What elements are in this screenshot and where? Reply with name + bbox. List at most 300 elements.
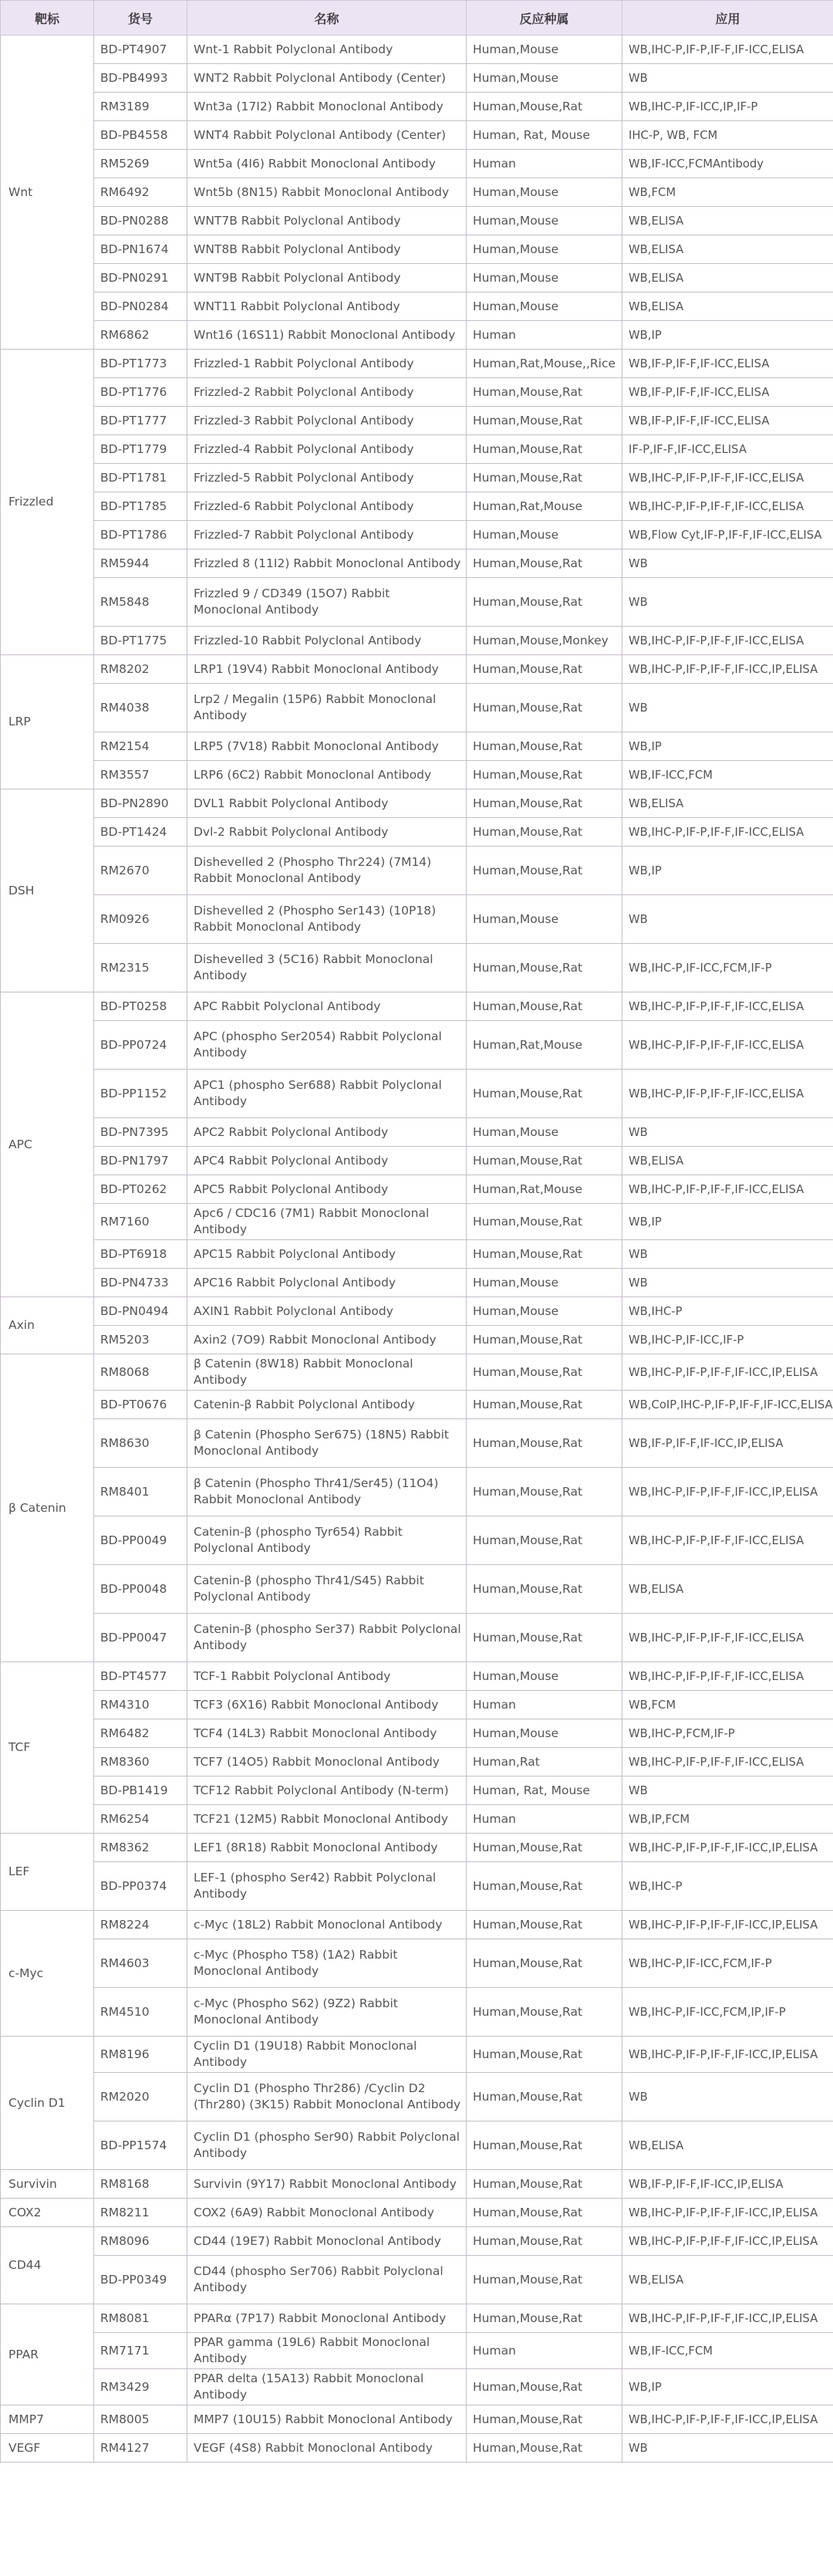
- reactivity-cell: Human,Mouse,Rat: [467, 2227, 622, 2256]
- application-cell: WB,IHC-P,IF-P,IF-F,IF-ICC,ELISA: [622, 35, 833, 64]
- application-cell: WB: [622, 2434, 833, 2463]
- application-cell: WB,IHC-P,IF-P,IF-F,IF-ICC,ELISA: [622, 464, 833, 492]
- table-row: [1, 492, 833, 521]
- table-row: [1, 1805, 833, 1834]
- product-name-cell: COX2 (6A9) Rabbit Monoclonal Antibody: [187, 2199, 467, 2227]
- product-name-cell: WNT2 Rabbit Polyclonal Antibody (Center): [187, 64, 467, 93]
- catalog-number-cell: BD-PP0047: [94, 1614, 187, 1662]
- catalog-number-cell: BD-PT1779: [94, 435, 187, 464]
- product-name-cell: LRP6 (6C2) Rabbit Monoclonal Antibody: [187, 761, 467, 789]
- catalog-number-cell: RM8168: [94, 2170, 187, 2199]
- reactivity-cell: Human,Rat,Mouse: [467, 1021, 622, 1070]
- table-row: [1, 321, 833, 350]
- catalog-number-cell: RM6482: [94, 1719, 187, 1748]
- table-row: [1, 1516, 833, 1565]
- catalog-number-cell: BD-PT0676: [94, 1391, 187, 1419]
- table-row: [1, 378, 833, 407]
- table-row: [1, 350, 833, 378]
- product-name-cell: WNT4 Rabbit Polyclonal Antibody (Center): [187, 121, 467, 150]
- catalog-number-cell: BD-PT1776: [94, 378, 187, 407]
- product-name-cell: Apc6 / CDC16 (7M1) Rabbit Monoclonal Antibody: [187, 1204, 467, 1240]
- catalog-number-cell: RM4310: [94, 1691, 187, 1719]
- reactivity-cell: Human,Mouse: [467, 235, 622, 264]
- reactivity-cell: Human,Mouse,Rat: [467, 1070, 622, 1118]
- catalog-number-cell: BD-PT0262: [94, 1175, 187, 1204]
- table-row: [1, 1240, 833, 1269]
- reactivity-cell: Human: [467, 1691, 622, 1719]
- catalog-number-cell: BD-PP1574: [94, 2121, 187, 2170]
- table-row: [1, 1326, 833, 1354]
- product-name-cell: TCF12 Rabbit Polyclonal Antibody (N-term): [187, 1776, 467, 1805]
- application-cell: WB,IHC-P: [622, 1297, 833, 1326]
- product-name-cell: LRP5 (7V18) Rabbit Monoclonal Antibody: [187, 732, 467, 761]
- product-name-cell: Frizzled-3 Rabbit Polyclonal Antibody: [187, 407, 467, 435]
- reactivity-cell: Human,Mouse,Rat: [467, 2304, 622, 2333]
- reactivity-cell: Human,Mouse,Rat: [467, 1204, 622, 1240]
- target-cell: Frizzled: [1, 350, 94, 655]
- reactivity-cell: Human,Mouse,Rat: [467, 1911, 622, 1939]
- product-name-cell: Catenin-β (phospho Ser37) Rabbit Polyclonal Antibody: [187, 1614, 467, 1662]
- table-row: [1, 732, 833, 761]
- catalog-number-cell: BD-PN0291: [94, 264, 187, 292]
- reactivity-cell: Human,Mouse: [467, 207, 622, 235]
- catalog-number-cell: BD-PP1152: [94, 1070, 187, 1118]
- application-cell: WB,IF-P,IF-F,IF-ICC,IP,ELISA: [622, 2170, 833, 2199]
- application-cell: WB,IHC-P,IF-P,IF-F,IF-ICC,ELISA: [622, 992, 833, 1021]
- product-name-cell: APC15 Rabbit Polyclonal Antibody: [187, 1240, 467, 1269]
- application-cell: WB,ELISA: [622, 1147, 833, 1175]
- reactivity-cell: Human,Mouse,Rat: [467, 655, 622, 684]
- reactivity-cell: Human: [467, 321, 622, 350]
- reactivity-cell: Human,Mouse,Rat: [467, 847, 622, 895]
- catalog-number-cell: RM3557: [94, 761, 187, 789]
- reactivity-cell: Human,Mouse,Rat: [467, 1939, 622, 1988]
- product-name-cell: TCF-1 Rabbit Polyclonal Antibody: [187, 1662, 467, 1691]
- application-cell: WB,IP: [622, 1204, 833, 1240]
- table-row: [1, 2121, 833, 2170]
- table-row: [1, 521, 833, 549]
- table-row: [1, 1614, 833, 1662]
- catalog-number-cell: BD-PN4733: [94, 1269, 187, 1297]
- product-name-cell: Frizzled-1 Rabbit Polyclonal Antibody: [187, 350, 467, 378]
- product-name-cell: Frizzled 8 (11I2) Rabbit Monoclonal Antibody: [187, 549, 467, 578]
- catalog-number-cell: BD-PN7395: [94, 1118, 187, 1147]
- table-row: [1, 1988, 833, 2037]
- product-name-cell: APC5 Rabbit Polyclonal Antibody: [187, 1175, 467, 1204]
- target-cell: c-Myc: [1, 1911, 94, 2037]
- reactivity-cell: Human,Mouse,Rat: [467, 1147, 622, 1175]
- target-cell: LRP: [1, 655, 94, 789]
- catalog-number-cell: BD-PP0724: [94, 1021, 187, 1070]
- catalog-number-cell: RM3429: [94, 2369, 187, 2405]
- catalog-number-cell: BD-PN1674: [94, 235, 187, 264]
- reactivity-cell: Human,Mouse,Rat: [467, 1834, 622, 1862]
- product-name-cell: APC (phospho Ser2054) Rabbit Polyclonal Antibody: [187, 1021, 467, 1070]
- application-cell: WB,IHC-P,IF-P,IF-F,IF-ICC,ELISA: [622, 1748, 833, 1776]
- catalog-number-cell: RM8211: [94, 2199, 187, 2227]
- reactivity-cell: Human,Mouse,Rat: [467, 1988, 622, 2037]
- reactivity-cell: Human,Mouse: [467, 178, 622, 207]
- product-name-cell: LEF-1 (phospho Ser42) Rabbit Polyclonal Antibody: [187, 1862, 467, 1911]
- application-cell: WB,CoIP,IHC-P,IF-P,IF-F,IF-ICC,ELISA: [622, 1391, 833, 1419]
- reactivity-cell: Human,Mouse,Rat: [467, 789, 622, 818]
- reactivity-cell: Human,Mouse,Rat: [467, 2434, 622, 2463]
- target-cell: APC: [1, 992, 94, 1297]
- catalog-number-cell: RM4603: [94, 1939, 187, 1988]
- application-cell: WB,IF-ICC,FCM: [622, 761, 833, 789]
- catalog-number-cell: BD-PT1781: [94, 464, 187, 492]
- product-name-cell: Dvl-2 Rabbit Polyclonal Antibody: [187, 818, 467, 847]
- table-row: [1, 549, 833, 578]
- table-row: [1, 407, 833, 435]
- catalog-number-cell: BD-PP0049: [94, 1516, 187, 1565]
- catalog-number-cell: RM8196: [94, 2037, 187, 2073]
- reactivity-cell: Human,Mouse,Rat: [467, 1419, 622, 1468]
- product-name-cell: Lrp2 / Megalin (15P6) Rabbit Monoclonal Antibody: [187, 684, 467, 732]
- target-cell: TCF: [1, 1662, 94, 1834]
- application-cell: WB,IF-P,IF-F,IF-ICC,ELISA: [622, 350, 833, 378]
- application-cell: WB,IHC-P,IF-P,IF-F,IF-ICC,IP,ELISA: [622, 1354, 833, 1391]
- product-name-cell: Wnt5a (4I6) Rabbit Monoclonal Antibody: [187, 150, 467, 178]
- application-cell: WB,IHC-P,IF-ICC,IP,IF-P: [622, 93, 833, 121]
- table-row: [1, 1911, 833, 1939]
- application-cell: WB: [622, 1269, 833, 1297]
- catalog-number-cell: RM4038: [94, 684, 187, 732]
- table-row: [1, 150, 833, 178]
- table-row: [1, 2405, 833, 2434]
- product-name-cell: Dishevelled 2 (Phospho Ser143) (10P18) Rabbit Monoclonal Antibody: [187, 895, 467, 944]
- catalog-number-cell: RM5203: [94, 1326, 187, 1354]
- product-name-cell: Frizzled-4 Rabbit Polyclonal Antibody: [187, 435, 467, 464]
- reactivity-cell: Human,Rat,Mouse: [467, 1175, 622, 1204]
- target-cell: VEGF: [1, 2434, 94, 2463]
- application-cell: WB,IHC-P,IF-P,IF-F,IF-ICC,IP,ELISA: [622, 1911, 833, 1939]
- table-body: [1, 35, 833, 2463]
- catalog-number-cell: BD-PT1777: [94, 407, 187, 435]
- table-row: [1, 235, 833, 264]
- application-cell: WB,IF-P,IF-F,IF-ICC,IP,ELISA: [622, 1419, 833, 1468]
- reactivity-cell: Human,Mouse,Rat: [467, 2037, 622, 2073]
- catalog-number-cell: BD-PT4577: [94, 1662, 187, 1691]
- table-row: [1, 2434, 833, 2463]
- catalog-number-cell: RM4510: [94, 1988, 187, 2037]
- table-row: [1, 1776, 833, 1805]
- catalog-number-cell: RM5848: [94, 578, 187, 627]
- target-cell: Cyclin D1: [1, 2037, 94, 2170]
- product-name-cell: β Catenin (8W18) Rabbit Monoclonal Antibody: [187, 1354, 467, 1391]
- product-name-cell: TCF4 (14L3) Rabbit Monoclonal Antibody: [187, 1719, 467, 1748]
- header-reactivity: 反应种属: [467, 1, 622, 35]
- target-cell: Survivin: [1, 2170, 94, 2199]
- application-cell: WB,IP,FCM: [622, 1805, 833, 1834]
- product-name-cell: Frizzled-6 Rabbit Polyclonal Antibody: [187, 492, 467, 521]
- product-name-cell: Dishevelled 3 (5C16) Rabbit Monoclonal Antibody: [187, 944, 467, 992]
- reactivity-cell: Human,Mouse,Rat: [467, 1354, 622, 1391]
- table-row: [1, 578, 833, 627]
- reactivity-cell: Human,Mouse,Rat: [467, 549, 622, 578]
- catalog-number-cell: BD-PB4558: [94, 121, 187, 150]
- application-cell: WB,IHC-P,IF-ICC,FCM,IF-P: [622, 944, 833, 992]
- table-row: [1, 264, 833, 292]
- header-application: 应用: [622, 1, 833, 35]
- application-cell: WB,ELISA: [622, 292, 833, 321]
- application-cell: WB,IHC-P,IF-P,IF-F,IF-ICC,IP,ELISA: [622, 2037, 833, 2073]
- product-name-cell: DVL1 Rabbit Polyclonal Antibody: [187, 789, 467, 818]
- application-cell: WB,IP: [622, 2369, 833, 2405]
- reactivity-cell: Human, Rat, Mouse: [467, 121, 622, 150]
- application-cell: WB,IF-ICC,FCMAntibody: [622, 150, 833, 178]
- reactivity-cell: Human,Mouse,Rat: [467, 2121, 622, 2170]
- application-cell: WB,IP: [622, 732, 833, 761]
- table-row: [1, 64, 833, 93]
- reactivity-cell: Human,Mouse,Rat: [467, 818, 622, 847]
- table-row: [1, 1297, 833, 1326]
- product-name-cell: AXIN1 Rabbit Polyclonal Antibody: [187, 1297, 467, 1326]
- reactivity-cell: Human: [467, 1805, 622, 1834]
- reactivity-cell: Human,Mouse,Rat: [467, 1565, 622, 1614]
- product-name-cell: Dishevelled 2 (Phospho Thr224) (7M14) Rabbit Monoclonal Antibody: [187, 847, 467, 895]
- target-cell: CD44: [1, 2227, 94, 2304]
- catalog-number-cell: BD-PT4907: [94, 35, 187, 64]
- product-name-cell: Wnt5b (8N15) Rabbit Monoclonal Antibody: [187, 178, 467, 207]
- target-cell: Axin: [1, 1297, 94, 1354]
- header-target: 靶标: [1, 1, 94, 35]
- application-cell: WB,ELISA: [622, 789, 833, 818]
- reactivity-cell: Human: [467, 150, 622, 178]
- reactivity-cell: Human,Mouse,Rat: [467, 578, 622, 627]
- reactivity-cell: Human,Rat: [467, 1748, 622, 1776]
- catalog-number-cell: RM0926: [94, 895, 187, 944]
- reactivity-cell: Human,Mouse,Rat: [467, 93, 622, 121]
- reactivity-cell: Human,Mouse: [467, 895, 622, 944]
- product-name-cell: CD44 (19E7) Rabbit Monoclonal Antibody: [187, 2227, 467, 2256]
- table-row: [1, 1021, 833, 1070]
- application-cell: WB,IHC-P,IF-P,IF-F,IF-ICC,IP,ELISA: [622, 2199, 833, 2227]
- product-name-cell: WNT11 Rabbit Polyclonal Antibody: [187, 292, 467, 321]
- catalog-number-cell: RM6254: [94, 1805, 187, 1834]
- catalog-number-cell: RM8224: [94, 1911, 187, 1939]
- reactivity-cell: Human,Mouse,Rat: [467, 407, 622, 435]
- header-name: 名称: [187, 1, 467, 35]
- application-cell: WB,IHC-P,IF-P,IF-F,IF-ICC,ELISA: [622, 1662, 833, 1691]
- catalog-number-cell: RM8068: [94, 1354, 187, 1391]
- product-name-cell: WNT9B Rabbit Polyclonal Antibody: [187, 264, 467, 292]
- product-name-cell: β Catenin (Phospho Ser675) (18N5) Rabbit Monoclonal Antibody: [187, 1419, 467, 1468]
- catalog-number-cell: BD-PT1773: [94, 350, 187, 378]
- application-cell: WB,IHC-P,IF-P,IF-F,IF-ICC,IP,ELISA: [622, 655, 833, 684]
- catalog-number-cell: RM8096: [94, 2227, 187, 2256]
- reactivity-cell: Human,Mouse: [467, 264, 622, 292]
- table-row: [1, 1269, 833, 1297]
- table-row: [1, 1354, 833, 1391]
- application-cell: WB,IHC-P,IF-ICC,IF-P: [622, 1326, 833, 1354]
- table-row: [1, 207, 833, 235]
- product-name-cell: LRP1 (19V4) Rabbit Monoclonal Antibody: [187, 655, 467, 684]
- product-name-cell: PPAR gamma (19L6) Rabbit Monoclonal Antibody: [187, 2333, 467, 2369]
- product-name-cell: Wnt3a (17I2) Rabbit Monoclonal Antibody: [187, 93, 467, 121]
- catalog-number-cell: RM5269: [94, 150, 187, 178]
- application-cell: WB,IHC-P,IF-P,IF-F,IF-ICC,IP,ELISA: [622, 1834, 833, 1862]
- table-row: [1, 1748, 833, 1776]
- catalog-number-cell: RM5944: [94, 549, 187, 578]
- application-cell: WB,ELISA: [622, 207, 833, 235]
- table-row: [1, 789, 833, 818]
- catalog-number-cell: RM8005: [94, 2405, 187, 2434]
- product-name-cell: c-Myc (Phospho T58) (1A2) Rabbit Monoclonal Antibody: [187, 1939, 467, 1988]
- header-catalog-number: 货号: [94, 1, 187, 35]
- table-row: [1, 1147, 833, 1175]
- application-cell: WB,IHC-P,IF-P,IF-F,IF-ICC,ELISA: [622, 818, 833, 847]
- catalog-number-cell: RM6862: [94, 321, 187, 350]
- product-name-cell: WNT8B Rabbit Polyclonal Antibody: [187, 235, 467, 264]
- product-name-cell: Frizzled-5 Rabbit Polyclonal Antibody: [187, 464, 467, 492]
- product-name-cell: Cyclin D1 (19U18) Rabbit Monoclonal Antibody: [187, 2037, 467, 2073]
- application-cell: WB,IHC-P,FCM,IF-P: [622, 1719, 833, 1748]
- target-cell: MMP7: [1, 2405, 94, 2434]
- catalog-number-cell: RM3189: [94, 93, 187, 121]
- catalog-number-cell: RM2020: [94, 2073, 187, 2121]
- table-row: [1, 1565, 833, 1614]
- catalog-number-cell: BD-PT1786: [94, 521, 187, 549]
- table-row: [1, 2304, 833, 2333]
- product-name-cell: MMP7 (10U15) Rabbit Monoclonal Antibody: [187, 2405, 467, 2434]
- catalog-number-cell: BD-PB1419: [94, 1776, 187, 1805]
- catalog-number-cell: RM8360: [94, 1748, 187, 1776]
- reactivity-cell: Human,Mouse,Rat: [467, 1614, 622, 1662]
- table-row: [1, 2227, 833, 2256]
- table-row: [1, 35, 833, 64]
- application-cell: WB,IF-ICC,FCM: [622, 2333, 833, 2369]
- table-row: [1, 992, 833, 1021]
- catalog-number-cell: BD-PT1785: [94, 492, 187, 521]
- table-row: [1, 1862, 833, 1911]
- product-name-cell: Wnt-1 Rabbit Polyclonal Antibody: [187, 35, 467, 64]
- table-row: [1, 1691, 833, 1719]
- catalog-number-cell: BD-PP0349: [94, 2256, 187, 2304]
- application-cell: WB,IHC-P,IF-P,IF-F,IF-ICC,IP,ELISA: [622, 2405, 833, 2434]
- catalog-number-cell: RM8401: [94, 1468, 187, 1516]
- application-cell: WB: [622, 1118, 833, 1147]
- application-cell: WB,FCM: [622, 1691, 833, 1719]
- catalog-number-cell: BD-PN0494: [94, 1297, 187, 1326]
- product-name-cell: APC4 Rabbit Polyclonal Antibody: [187, 1147, 467, 1175]
- application-cell: WB,ELISA: [622, 2256, 833, 2304]
- application-cell: WB,ELISA: [622, 2121, 833, 2170]
- product-name-cell: c-Myc (18L2) Rabbit Monoclonal Antibody: [187, 1911, 467, 1939]
- product-name-cell: TCF21 (12M5) Rabbit Monoclonal Antibody: [187, 1805, 467, 1834]
- table-row: [1, 1834, 833, 1862]
- table-header-row: [1, 1, 833, 35]
- table-row: [1, 847, 833, 895]
- application-cell: WB,Flow Cyt,IF-P,IF-F,IF-ICC,ELISA: [622, 521, 833, 549]
- application-cell: WB,IHC-P,IF-ICC,FCM,IF-P: [622, 1939, 833, 1988]
- table-row: [1, 627, 833, 655]
- application-cell: WB,IHC-P,IF-P,IF-F,IF-ICC,ELISA: [622, 492, 833, 521]
- catalog-number-cell: RM8081: [94, 2304, 187, 2333]
- application-cell: WB,IHC-P,IF-P,IF-F,IF-ICC,ELISA: [622, 1175, 833, 1204]
- reactivity-cell: Human,Mouse: [467, 521, 622, 549]
- product-name-cell: Catenin-β (phospho Thr41/S45) Rabbit Polyclonal Antibody: [187, 1565, 467, 1614]
- application-cell: WB: [622, 64, 833, 93]
- application-cell: WB,IHC-P,IF-P,IF-F,IF-ICC,IP,ELISA: [622, 1468, 833, 1516]
- application-cell: WB,IF-P,IF-F,IF-ICC,ELISA: [622, 378, 833, 407]
- reactivity-cell: Human,Mouse,Rat: [467, 2405, 622, 2434]
- application-cell: WB,IHC-P,IF-P,IF-F,IF-ICC,ELISA: [622, 1021, 833, 1070]
- catalog-number-cell: RM4127: [94, 2434, 187, 2463]
- catalog-number-cell: BD-PP0374: [94, 1862, 187, 1911]
- table-row: [1, 2256, 833, 2304]
- application-cell: WB,IHC-P,IF-P,IF-F,IF-ICC,ELISA: [622, 627, 833, 655]
- reactivity-cell: Human,Mouse,Rat: [467, 2369, 622, 2405]
- reactivity-cell: Human,Mouse,Rat: [467, 1468, 622, 1516]
- application-cell: WB,IHC-P,IF-P,IF-F,IF-ICC,ELISA: [622, 1070, 833, 1118]
- reactivity-cell: Human, Rat, Mouse: [467, 1776, 622, 1805]
- table-row: [1, 2333, 833, 2369]
- table-row: [1, 1175, 833, 1204]
- target-cell: β Catenin: [1, 1354, 94, 1662]
- reactivity-cell: Human,Mouse,Rat: [467, 435, 622, 464]
- product-name-cell: Cyclin D1 (Phospho Thr286) /Cyclin D2 (Thr280) (3K15) Rabbit Monoclonal Antibody: [187, 2073, 467, 2121]
- product-name-cell: Frizzled-10 Rabbit Polyclonal Antibody: [187, 627, 467, 655]
- catalog-number-cell: BD-PN0288: [94, 207, 187, 235]
- table-row: [1, 655, 833, 684]
- product-name-cell: β Catenin (Phospho Thr41/Ser45) (11O4) Rabbit Monoclonal Antibody: [187, 1468, 467, 1516]
- table-row: [1, 1204, 833, 1240]
- catalog-number-cell: RM8630: [94, 1419, 187, 1468]
- catalog-number-cell: RM2315: [94, 944, 187, 992]
- target-cell: Wnt: [1, 35, 94, 350]
- catalog-number-cell: BD-PB4993: [94, 64, 187, 93]
- table-row: [1, 1419, 833, 1468]
- product-name-cell: PPARα (7P17) Rabbit Monoclonal Antibody: [187, 2304, 467, 2333]
- product-name-cell: Cyclin D1 (phospho Ser90) Rabbit Polyclonal Antibody: [187, 2121, 467, 2170]
- application-cell: WB: [622, 1776, 833, 1805]
- catalog-number-cell: BD-PN1797: [94, 1147, 187, 1175]
- reactivity-cell: Human,Mouse,Rat: [467, 464, 622, 492]
- table-row: [1, 944, 833, 992]
- catalog-number-cell: BD-PT0258: [94, 992, 187, 1021]
- application-cell: WB: [622, 1240, 833, 1269]
- reactivity-cell: Human,Mouse,Rat: [467, 2256, 622, 2304]
- reactivity-cell: Human,Mouse,Rat: [467, 1516, 622, 1565]
- catalog-number-cell: RM7160: [94, 1204, 187, 1240]
- product-name-cell: APC16 Rabbit Polyclonal Antibody: [187, 1269, 467, 1297]
- product-name-cell: APC2 Rabbit Polyclonal Antibody: [187, 1118, 467, 1147]
- table-row: [1, 1118, 833, 1147]
- table-row: [1, 121, 833, 150]
- catalog-number-cell: BD-PT6918: [94, 1240, 187, 1269]
- reactivity-cell: Human,Mouse,Monkey: [467, 627, 622, 655]
- target-cell: PPAR: [1, 2304, 94, 2405]
- application-cell: WB,IHC-P,IF-ICC,FCM,IP,IF-P: [622, 1988, 833, 2037]
- reactivity-cell: Human,Mouse,Rat: [467, 684, 622, 732]
- reactivity-cell: Human,Mouse: [467, 1118, 622, 1147]
- reactivity-cell: Human,Mouse: [467, 1719, 622, 1748]
- reactivity-cell: Human,Mouse,Rat: [467, 992, 622, 1021]
- table-row: [1, 1939, 833, 1988]
- application-cell: WB,FCM: [622, 178, 833, 207]
- product-name-cell: VEGF (4S8) Rabbit Monoclonal Antibody: [187, 2434, 467, 2463]
- application-cell: WB,ELISA: [622, 235, 833, 264]
- reactivity-cell: Human,Rat,Mouse: [467, 492, 622, 521]
- application-cell: WB,IF-P,IF-F,IF-ICC,ELISA: [622, 407, 833, 435]
- product-name-cell: Frizzled 9 / CD349 (15O7) Rabbit Monoclonal Antibody: [187, 578, 467, 627]
- table-row: [1, 1468, 833, 1516]
- table-row: [1, 2073, 833, 2121]
- application-cell: WB: [622, 578, 833, 627]
- application-cell: IF-P,IF-F,IF-ICC,ELISA: [622, 435, 833, 464]
- product-name-cell: APC1 (phospho Ser688) Rabbit Polyclonal Antibody: [187, 1070, 467, 1118]
